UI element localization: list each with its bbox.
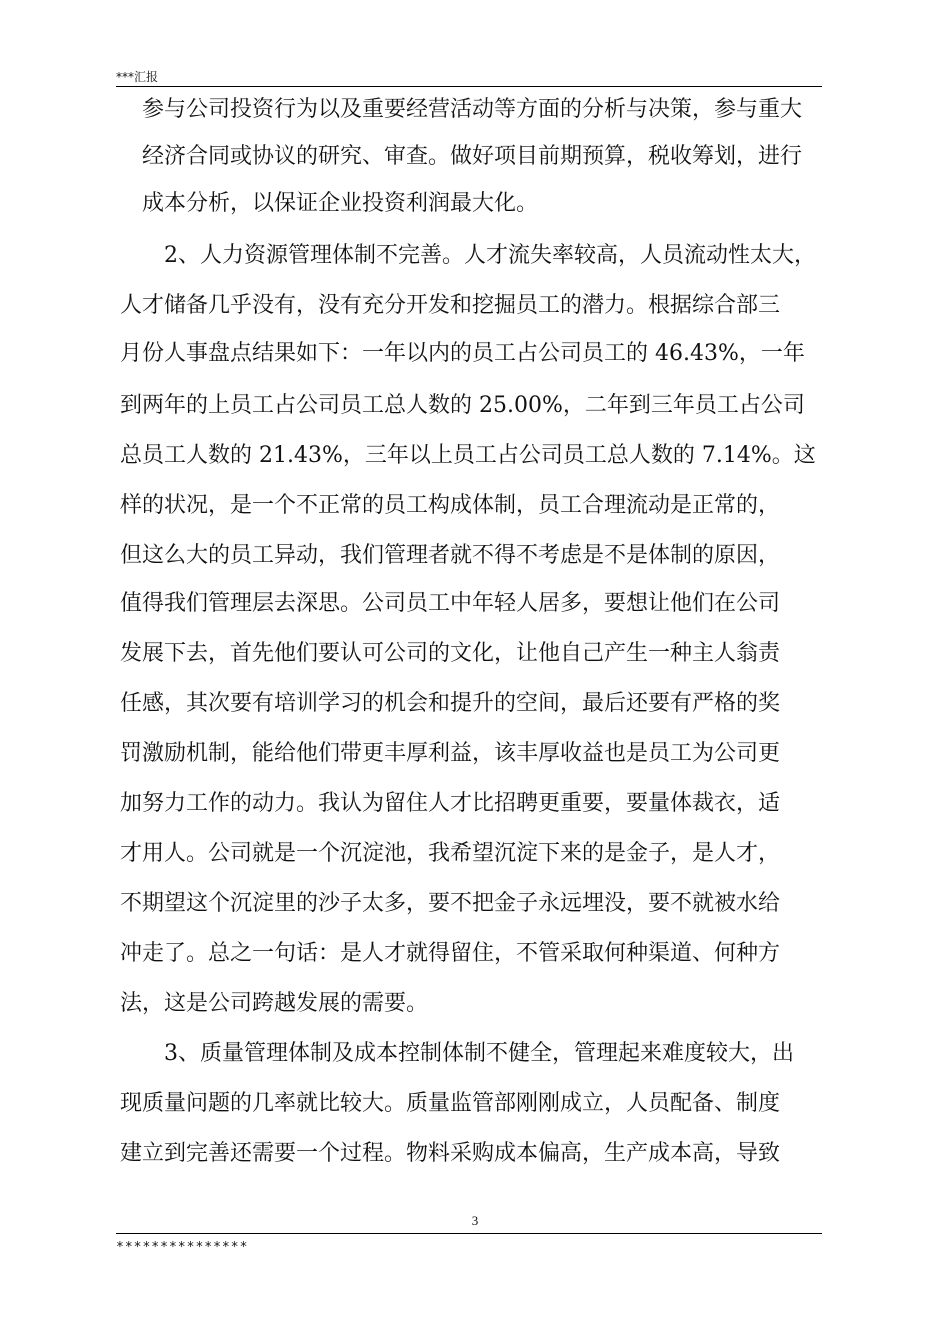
text-line: 发展下去，首先他们要认可公司的文化，让他自己产生一种主人翁责	[120, 641, 781, 666]
page-header-text: ***汇报	[116, 70, 159, 84]
text-line: 总员工人数的 21.43%，三年以上员工占公司员工总人数的 7.14%。这	[120, 443, 816, 468]
text-line: 不期望这个沉淀里的沙子太多，要不把金子永远埋没，要不就被水给	[120, 891, 781, 916]
text-line: 月份人事盘点结果如下：一年以内的员工占公司员工的 46.43%，一年	[120, 341, 805, 366]
text-line: 参与公司投资行为以及重要经营活动等方面的分析与决策，参与重大	[142, 97, 803, 122]
text-line: 到两年的上员工占公司员工总人数的 25.00%，二年到三年员工占公司	[120, 393, 805, 418]
text-line: 加努力工作的动力。我认为留住人才比招聘更重要，要量体裁衣，适	[120, 791, 781, 816]
text-line: 样的状况，是一个不正常的员工构成体制，员工合理流动是正常的，	[120, 493, 781, 518]
text-line: 成本分析，以保证企业投资利润最大化。	[142, 191, 539, 216]
text-line: 人才储备几乎没有，没有充分开发和挖掘员工的潜力。根据综合部三	[120, 293, 781, 318]
text-line: 经济合同或协议的研究、审查。做好项目前期预算，税收筹划，进行	[142, 144, 803, 169]
footer-divider	[116, 1233, 822, 1234]
page-number: 3	[471, 1213, 479, 1228]
text-line: 法，这是公司跨越发展的需要。	[120, 991, 429, 1016]
footer-text: ***************	[116, 1240, 249, 1255]
text-line: 现质量问题的几率就比较大。质量监管部刚刚成立，人员配备、制度	[120, 1091, 781, 1116]
text-line: 罚激励机制，能给他们带更丰厚利益，该丰厚收益也是员工为公司更	[120, 741, 781, 766]
text-line: 但这么大的员工异动，我们管理者就不得不考虑是不是体制的原因，	[120, 543, 781, 568]
text-line: 才用人。公司就是一个沉淀池，我希望沉淀下来的是金子，是人才，	[120, 841, 781, 866]
text-line: 任感，其次要有培训学习的机会和提升的空间，最后还要有严格的奖	[120, 691, 781, 716]
text-line: 建立到完善还需要一个过程。物料采购成本偏高，生产成本高，导致	[120, 1141, 781, 1166]
text-line: 冲走了。总之一句话：是人才就得留住，不管采取何种渠道、何种方	[120, 941, 781, 966]
text-line: 2、人力资源管理体制不完善。人才流失率较高，人员流动性太大，	[164, 243, 816, 268]
text-line: 3、质量管理体制及成本控制体制不健全，管理起来难度较大，出	[164, 1041, 794, 1066]
header-divider	[116, 86, 822, 87]
text-line: 值得我们管理层去深思。公司员工中年轻人居多，要想让他们在公司	[120, 591, 781, 616]
